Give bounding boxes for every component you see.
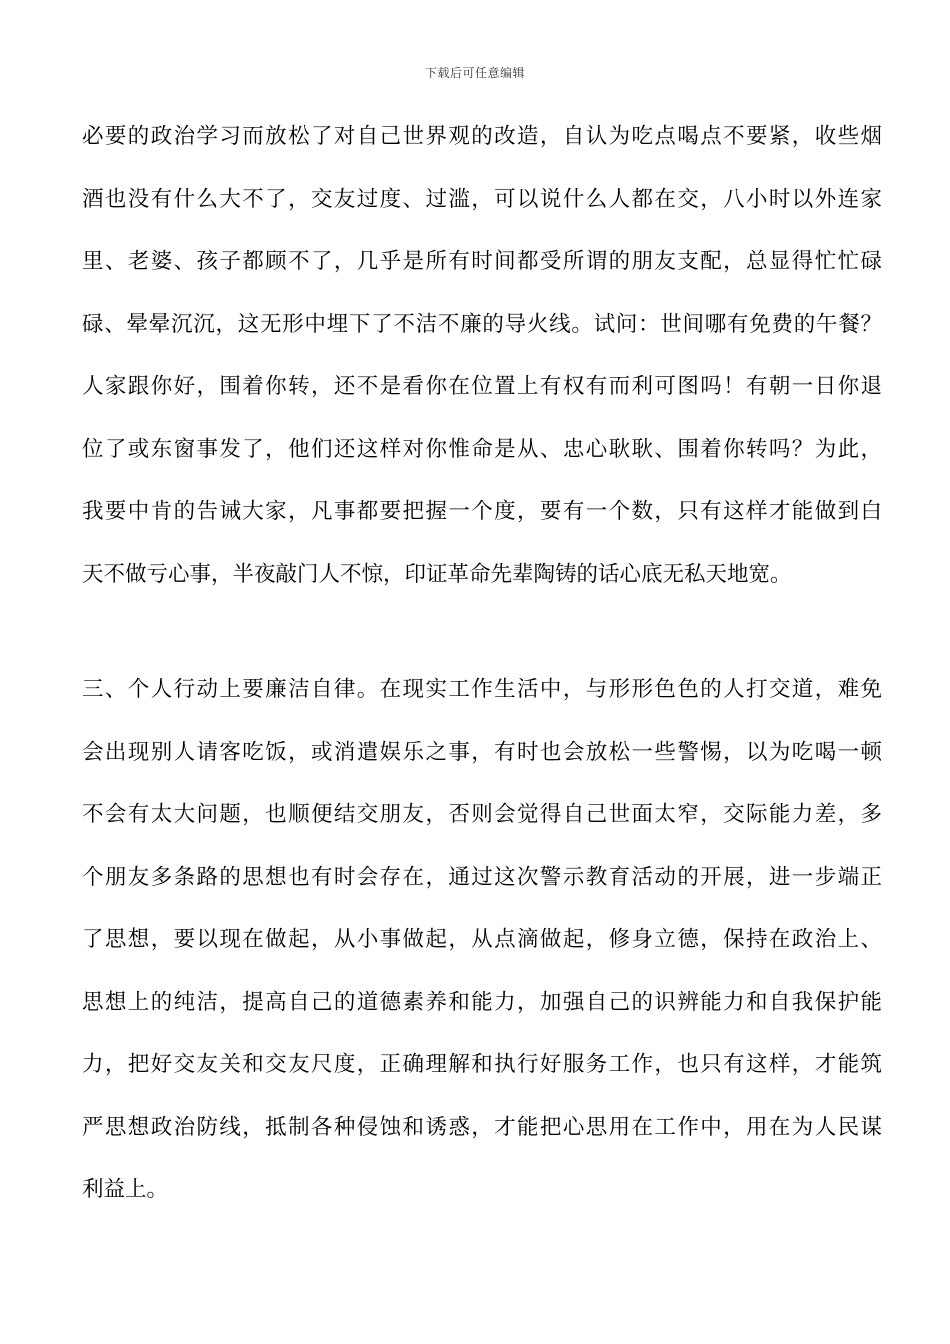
text-line: 力，把好交友关和交友尺度，正确理解和执行好服务工作，也只有这样，才能筑 — [82, 1052, 882, 1077]
page-header: 下载后可任意编辑 — [424, 66, 525, 80]
text-line: 我要中肯的告诫大家，凡事都要把握一个度，要有一个数，只有这样才能做到白 — [82, 499, 882, 524]
text-line: 三、个人行动上要廉洁自律。在现实工作生活中，与形形色色的人打交道，难免 — [82, 677, 882, 702]
text-line: 位了或东窗事发了，他们还这样对你惟命是从、忠心耿耿、围着你转吗？为此， — [82, 436, 882, 462]
paragraph-2 — [82, 659, 882, 1222]
text-line: 里、老婆、孩子都顾不了，几乎是所有时间都受所谓的朋友支配，总显得忙忙碌 — [82, 249, 882, 274]
paragraph-1 — [82, 106, 882, 606]
text-line: 会出现别人请客吃饭，或消遣娱乐之事，有时也会放松一些警惕，以为吃喝一顿 — [82, 739, 882, 765]
text-line: 严思想政治防线，抵制各种侵蚀和诱惑，才能把心思用在工作中，用在为人民谋 — [82, 1114, 882, 1140]
text-line: 碌、晕晕沉沉，这无形中埋下了不洁不廉的导火线。试问：世间哪有免费的午餐？ — [82, 311, 882, 337]
text-line: 不会有太大问题，也顺便结交朋友，否则会觉得自己世面太窄，交际能力差，多 — [82, 802, 882, 827]
text-line: 个朋友多条路的思想也有时会存在，通过这次警示教育活动的开展，进一步端正 — [82, 864, 882, 890]
text-line: 思想上的纯洁，提高自己的道德素养和能力，加强自己的识辨能力和自我保护能 — [82, 989, 882, 1015]
text-line: 必要的政治学习而放松了对自己世界观的改造，自认为吃点喝点不要紧，收些烟 — [82, 124, 882, 149]
text-line: 天不做亏心事，半夜敲门人不惊，印证革命先辈陶铸的话心底无私天地宽。 — [82, 561, 792, 587]
text-line: 了思想，要以现在做起，从小事做起，从点滴做起，修身立德，保持在政治上、 — [82, 927, 882, 952]
text-line: 人家跟你好，围着你转，还不是看你在位置上有权有而利可图吗！有朝一日你退 — [82, 374, 882, 399]
text-line: 酒也没有什么大不了，交友过度、过滥，可以说什么人都在交，八小时以外连家 — [82, 186, 882, 212]
text-line: 利益上。 — [82, 1177, 169, 1202]
